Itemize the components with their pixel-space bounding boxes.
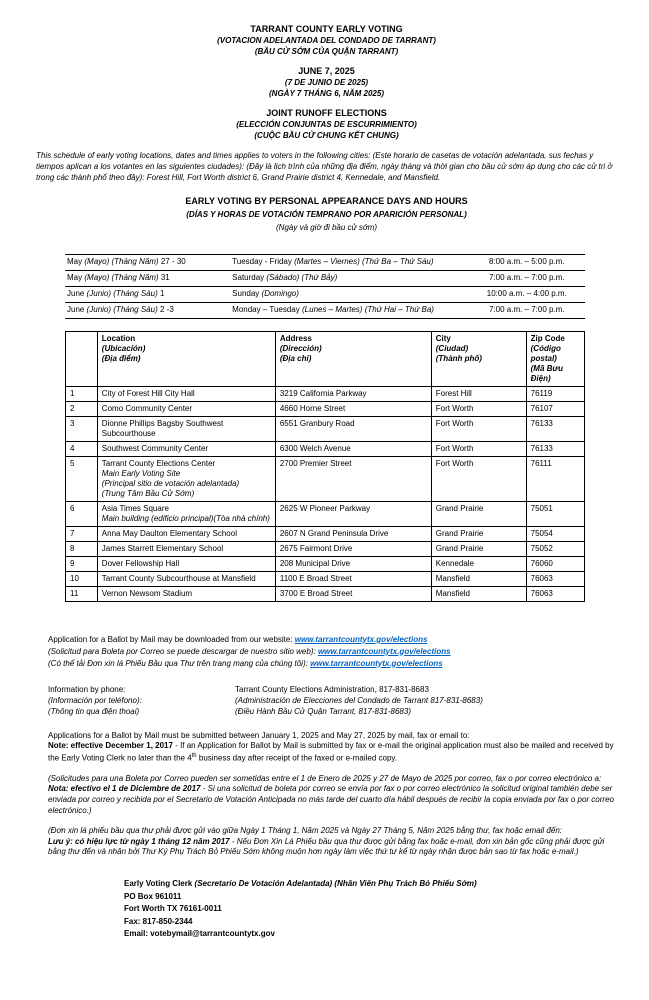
location-name-sub: Main Early Voting Site xyxy=(101,468,181,478)
download-lead-vi: (Có thể tải Đơn xin lá Phiếu Bầu qua Thư trên trang mạng của chúng tôi): xyxy=(48,658,311,668)
phone-value-vi: (Điều Hành Bầu Cử Quận Tarrant, 817-831-8683) xyxy=(235,706,411,716)
location-address-cell: 2675 Fairmont Drive xyxy=(275,541,431,556)
clerk-title-i18n: (Secretario De Votación Adelantada) (Nhân Viên Phụ Trách Bỏ Phiếu Sớm) xyxy=(194,879,477,889)
location-city-cell: Grand Prairie xyxy=(431,501,526,526)
location-name: Tarrant County Elections Center xyxy=(101,458,216,468)
schedule-day-i18n: (Lunes – Martes) (Thứ Hai – Thứ Ba) xyxy=(302,304,434,314)
location-row xyxy=(66,586,585,601)
election-date-vi: (NGÀY 7 THÁNG 6, NĂM 2025) xyxy=(269,89,384,98)
download-line-vi xyxy=(48,658,617,670)
election-date-en: JUNE 7, 2025 xyxy=(298,66,355,76)
location-zip-cell: 76111 xyxy=(526,456,584,501)
location-column-header xyxy=(97,331,275,386)
ballot-download-section xyxy=(48,634,617,670)
location-zip-cell: 76119 xyxy=(526,386,584,401)
download-lead-es: (Solicitud para Boleta por Correo se puede descargar de nuestro sitio web): xyxy=(48,646,318,656)
county-title-group xyxy=(36,24,617,57)
location-zip-cell: 76133 xyxy=(526,441,584,456)
location-address-cell: 2700 Premier Street xyxy=(275,456,431,501)
location-city-cell: Kennedale xyxy=(431,556,526,571)
download-line-en xyxy=(48,634,617,646)
hours-heading-vi: (Ngày và giờ đi bầu cử sớm) xyxy=(276,223,377,233)
ballot-by-mail-instructions xyxy=(48,731,617,859)
location-city-cell: Forest Hill xyxy=(431,386,526,401)
election-name-en: JOINT RUNOFF ELECTIONS xyxy=(266,108,387,118)
location-address-cell: 6551 Granbury Road xyxy=(275,416,431,441)
schedule-dates-cell xyxy=(65,255,230,271)
location-city-cell: Fort Worth xyxy=(431,416,526,441)
schedule-date-en: June xyxy=(67,304,85,314)
clerk-city-line: Fort Worth TX 76161-0011 xyxy=(124,904,222,914)
location-name-cell: James Starrett Elementary School xyxy=(97,541,275,556)
county-title-en: TARRANT COUNTY EARLY VOTING xyxy=(250,24,403,34)
schedule-row xyxy=(65,302,585,318)
phone-info-section xyxy=(48,684,617,717)
schedule-dates-cell xyxy=(65,286,230,302)
location-city-cell: Mansfield xyxy=(431,586,526,601)
schedule-date-en: May xyxy=(67,273,83,283)
schedule-days-cell xyxy=(230,302,468,318)
mail-note-vi xyxy=(48,826,617,858)
location-zip-cell: 76133 xyxy=(526,416,584,441)
mail-intro-es: (Solicitudes para una Boleta por Correo pueden ser sometidas entre el 1 de Enero de 2025 y 27 de Mayo de 2025 por correo, fax o por correo electrónico a: xyxy=(48,773,602,783)
election-date-group xyxy=(36,66,617,99)
phone-label-vi: (Thông tin qua điện thoại) xyxy=(48,706,140,716)
schedule-date-i18n: (Junio) (Tháng Sáu) xyxy=(86,304,158,314)
mail-note-en xyxy=(48,731,617,765)
location-city-cell: Fort Worth xyxy=(431,401,526,416)
mail-note-text-vi: - Nếu Đơn Xin Lá Phiếu bầu qua thư được gửi bằng fax hoặc e-mail, đơn xin bản gốc cũng phải được gửi bằng thư đến và nhận bởi Thư Ký Phụ Trách Bỏ Phiếu Sớm không muộn hơn ngày làm việc thứ tư kể từ ngày nhận được bản sao từ fax hoặc e-mail.) xyxy=(48,836,605,857)
address-header-en: Address xyxy=(279,333,312,343)
location-address-cell: 4660 Horne Street xyxy=(275,401,431,416)
location-number-cell: 6 xyxy=(66,501,98,526)
location-number-cell: 3 xyxy=(66,416,98,441)
location-name: Asia Times Square xyxy=(101,503,169,513)
location-number-cell: 10 xyxy=(66,571,98,586)
phone-info-values xyxy=(235,684,483,717)
location-zip-cell: 75051 xyxy=(526,501,584,526)
location-zip-cell: 75052 xyxy=(526,541,584,556)
election-name-es: (ELECCIÓN CONJUNTAS DE ESCURRIMIENTO) xyxy=(236,120,417,129)
schedule-days-cell xyxy=(230,255,468,271)
location-name-cell: Dionne Phillips Bagsby Southwest Subcourthouse xyxy=(97,416,275,441)
early-voting-clerk-block xyxy=(124,878,617,941)
schedule-date-i18n: (Junio) (Tháng Sáu) xyxy=(86,288,158,298)
clerk-title-en: Early Voting Clerk xyxy=(124,879,195,889)
schedule-row xyxy=(65,255,585,271)
schedule-day-en: Monday – Tuesday xyxy=(232,304,300,314)
schedule-hours-cell: 7:00 a.m. – 7:00 p.m. xyxy=(469,302,585,318)
clerk-title xyxy=(124,878,617,891)
mail-note-label-vi: Lưu ý: có hiệu lực từ ngày 1 tháng 12 năm 2017 xyxy=(48,836,230,846)
election-name-vi: (CUỘC BẦU CỬ CHUNG KẾT CHUNG) xyxy=(254,131,399,140)
schedule-row xyxy=(65,271,585,287)
location-row xyxy=(66,441,585,456)
mail-note-label-es: Nota: efectivo el 1 de Diciembre de 2017 xyxy=(48,784,201,794)
location-number-cell: 2 xyxy=(66,401,98,416)
elections-website-link[interactable]: www.tarrantcountytx.gov/elections xyxy=(317,646,451,656)
hours-section-heading xyxy=(36,195,617,234)
location-number-cell: 11 xyxy=(66,586,98,601)
zip-header-en: Zip Code xyxy=(530,333,565,343)
schedule-hours-cell: 7:00 a.m. – 7:00 p.m. xyxy=(469,271,585,287)
schedule-date-num: 31 xyxy=(160,273,170,283)
location-name-cell: Vernon Newsom Stadium xyxy=(97,586,275,601)
location-row xyxy=(66,386,585,401)
elections-website-link[interactable]: www.tarrantcountytx.gov/elections xyxy=(310,658,443,668)
number-column-header xyxy=(66,331,98,386)
location-number-cell: 5 xyxy=(66,456,98,501)
phone-label-es: (Información por teléfono): xyxy=(48,695,142,705)
schedule-date-en: June xyxy=(67,288,85,298)
phone-value-en: Tarrant County Elections Administration, 817-831-8683 xyxy=(235,684,429,694)
location-city-cell: Grand Prairie xyxy=(431,526,526,541)
location-row xyxy=(66,556,585,571)
location-row xyxy=(66,571,585,586)
schedule-days-cell xyxy=(230,286,468,302)
hours-heading-es: (DÍAS Y HORAS DE VOTACIÓN TEMPRANO POR APARICIÓN PERSONAL) xyxy=(186,210,467,220)
schedule-date-num: 27 - 30 xyxy=(160,257,186,267)
schedule-dates-cell xyxy=(65,271,230,287)
schedule-date-en: May xyxy=(67,257,83,267)
phone-label-en: Information by phone: xyxy=(48,684,126,694)
clerk-po-box: PO Box 961011 xyxy=(124,891,182,901)
mail-note-text-es: - Si una solicitud de boleta por correo se envía por fax o por correo electrónico la solicitud original también debe ser enviada por correo y recibida por el Secretario de Votación Anticipada no más tarde del cuarto día hábil después de recibir la copia enviada por fax o por correo electrónico.) xyxy=(48,784,614,816)
clerk-email: Email: votebymail@tarrantcountytx.gov xyxy=(124,929,275,939)
location-address-cell: 1100 E Broad Street xyxy=(275,571,431,586)
download-line-es xyxy=(48,646,617,658)
location-zip-cell: 76107 xyxy=(526,401,584,416)
location-name-cell: Tarrant County Subcourthouse at Mansfield xyxy=(97,571,275,586)
location-city-cell: Mansfield xyxy=(431,571,526,586)
location-row xyxy=(66,541,585,556)
location-name-sub: (Principal sitio de votación adelantada) xyxy=(101,478,240,488)
schedule-row xyxy=(65,286,585,302)
mail-note-label-en: Note: effective December 1, 2017 xyxy=(48,741,173,751)
location-number-cell: 9 xyxy=(66,556,98,571)
ordinal-superscript: th xyxy=(191,753,197,760)
address-column-header xyxy=(275,331,431,386)
schedule-day-i18n: (Sábado) (Thứ Bảy) xyxy=(266,273,338,283)
zip-header-vi: (Mã Bưu Điện) xyxy=(530,363,563,383)
location-name-cell xyxy=(97,456,275,501)
location-number-cell: 1 xyxy=(66,386,98,401)
location-city-cell: Fort Worth xyxy=(431,456,526,501)
schedule-days-cell xyxy=(230,271,468,287)
clerk-fax: Fax: 817-850-2344 xyxy=(124,916,193,926)
schedule-date-i18n: (Mayo) (Tháng Năm) xyxy=(84,257,159,267)
location-row xyxy=(66,401,585,416)
location-row xyxy=(66,416,585,441)
location-row xyxy=(66,526,585,541)
location-header-vi: (Địa điểm) xyxy=(101,353,141,363)
schedule-day-en: Saturday xyxy=(232,273,265,283)
city-header-vi: (Thành phố) xyxy=(435,353,482,363)
location-name-cell: Dover Fellowship Hall xyxy=(97,556,275,571)
location-name-cell xyxy=(97,501,275,526)
location-row xyxy=(66,501,585,526)
schedule-table xyxy=(65,254,585,318)
election-name-group xyxy=(36,108,617,141)
phone-value-es: (Administración de Elecciones del Condado de Tarrant 817-831-8683) xyxy=(235,695,483,705)
mail-intro-en: Applications for a Ballot by Mail must be submitted between January 1, 2025 and May 27, 2025 by mail, fax or email to: xyxy=(48,730,470,740)
mail-intro-vi: (Đơn xin lá phiếu bầu qua thư phải được gửi vào giữa Ngày 1 Tháng 1, Năm 2025 và Ngày 27 Tháng 5, Năm 2025 bằng thư, fax hoặc email đến: xyxy=(48,825,562,835)
address-header-es: (Dirección) xyxy=(279,343,322,353)
location-name-sub: Main building (edificio principal)(Tòa nhà chính) xyxy=(101,513,270,523)
hours-heading-en: EARLY VOTING BY PERSONAL APPEARANCE DAYS AND HOURS xyxy=(185,196,468,207)
location-address-cell: 3700 E Broad Street xyxy=(275,586,431,601)
schedule-day-en: Tuesday - Friday xyxy=(232,257,292,267)
location-header-es: (Ubicación) xyxy=(101,343,146,353)
location-number-cell: 7 xyxy=(66,526,98,541)
schedule-date-i18n: (Mayo) (Tháng Năm) xyxy=(84,273,159,283)
zip-column-header xyxy=(526,331,584,386)
schedule-day-en: Sunday xyxy=(232,288,260,298)
location-zip-cell: 75054 xyxy=(526,526,584,541)
phone-info-labels xyxy=(48,684,235,717)
location-row xyxy=(66,456,585,501)
intro-paragraph: This schedule of early voting locations, dates and times applies to voters in the following cities: (Este horario de casetas de votación adelantada, sus fechas y tiempos aplican a los votantes en las siguientes ciudades): (Đây là lịch trình của những địa điểm, ngày tháng và thời gian cho bầu cử sớm áp dụng cho các cử tri ở trong các thành phố theo đây): Forest Hill, Fort Worth district 6, Grand Prairie district 4, Kennedale, and Mansfield. xyxy=(36,151,613,182)
location-name-cell: Como Community Center xyxy=(97,401,275,416)
location-number-cell: 8 xyxy=(66,541,98,556)
mail-note-text-en: - If an Application for Ballot by Mail is submitted by fax or e-mail the original application must also be mailed and received by the Early Voting Clerk no later than the 4 xyxy=(48,741,614,763)
zip-header-es: (Código postal) xyxy=(530,343,561,363)
location-zip-cell: 76063 xyxy=(526,571,584,586)
elections-website-link[interactable]: www.tarrantcountytx.gov/elections xyxy=(294,634,428,644)
location-name-cell: City of Forest Hill City Hall xyxy=(97,386,275,401)
schedule-date-num: 2 -3 xyxy=(159,304,174,314)
county-title-es: (VOTACION ADELANTADA DEL CONDADO DE TARRANT) xyxy=(217,36,436,45)
schedule-date-num: 1 xyxy=(159,288,165,298)
location-address-cell: 3219 California Parkway xyxy=(275,386,431,401)
mail-note-text-en-cont: business day after receipt of the faxed or e-mailed copy. xyxy=(196,753,398,763)
location-name-sub: (Trung Tâm Bầu Cử Sớm) xyxy=(101,488,195,498)
schedule-dates-cell xyxy=(65,302,230,318)
schedule-day-i18n: (Martes – Viernes) (Thứ Ba – Thứ Sáu) xyxy=(294,257,434,267)
address-header-vi: (Địa chỉ) xyxy=(279,353,312,363)
location-address-cell: 2625 W Pioneer Parkway xyxy=(275,501,431,526)
location-city-cell: Grand Prairie xyxy=(431,541,526,556)
schedule-hours-cell: 8:00 a.m. – 5:00 p.m. xyxy=(469,255,585,271)
location-number-cell: 4 xyxy=(66,441,98,456)
location-address-cell: 6300 Welch Avenue xyxy=(275,441,431,456)
city-header-es: (Ciudad) xyxy=(435,343,469,353)
location-city-cell: Fort Worth xyxy=(431,441,526,456)
location-name-cell: Southwest Community Center xyxy=(97,441,275,456)
location-address-cell: 208 Municipal Drive xyxy=(275,556,431,571)
location-zip-cell: 76060 xyxy=(526,556,584,571)
county-title-vi: (BẦU CỬ SỚM CỦA QUẬN TARRANT) xyxy=(254,47,399,56)
schedule-day-i18n: (Domingo) xyxy=(261,288,299,298)
schedule-hours-cell: 10:00 a.m. – 4:00 p.m. xyxy=(469,286,585,302)
city-column-header xyxy=(431,331,526,386)
locations-table xyxy=(65,331,585,602)
location-address-cell: 2607 N Grand Peninsula Drive xyxy=(275,526,431,541)
document-header xyxy=(36,24,617,141)
election-date-es: (7 DE JUNIO DE 2025) xyxy=(284,78,369,87)
location-zip-cell: 76063 xyxy=(526,586,584,601)
city-header-en: City xyxy=(435,333,451,343)
location-header-en: Location xyxy=(101,333,136,343)
location-name-cell: Anna May Daulton Elementary School xyxy=(97,526,275,541)
locations-header-row xyxy=(66,331,585,386)
mail-note-es xyxy=(48,774,617,817)
download-lead-en: Application for a Ballot by Mail may be downloaded from our website: xyxy=(48,634,295,644)
